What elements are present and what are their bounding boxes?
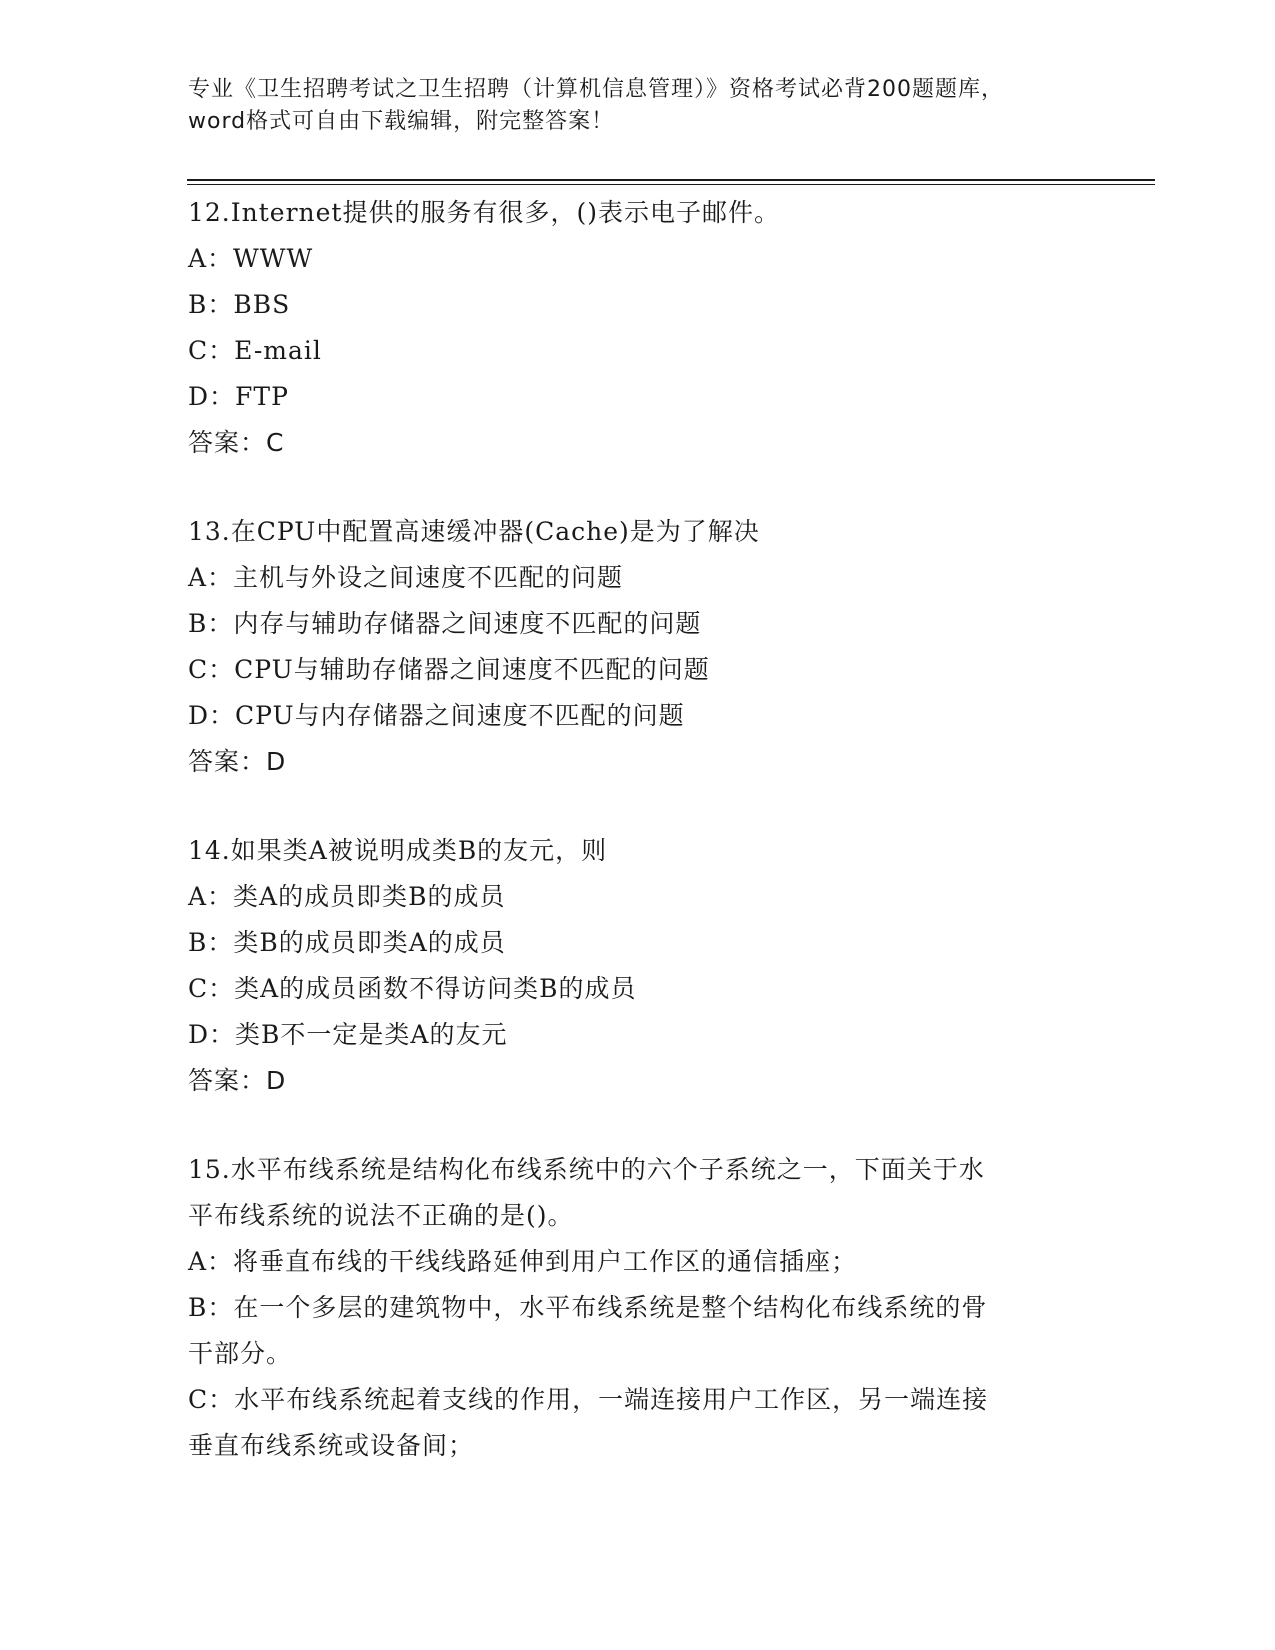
header-divider-thick [187,179,1155,181]
option-b: B：类B的成员即类A的成员 [188,928,506,957]
option-a: A：将垂直布线的干线线路延伸到用户工作区的通信插座； [188,1247,858,1276]
question-stem: 12.Internet提供的服务有很多，()表示电子邮件。 [188,198,780,227]
option-c-line-2: 垂直布线系统或设备间； [188,1431,475,1460]
option-a: A：主机与外设之间速度不匹配的问题 [188,563,624,592]
option-a: A：WWW [188,244,314,273]
option-d: D：类B不一定是类A的友元 [188,1020,508,1049]
option-d: D：CPU与内存储器之间速度不匹配的问题 [188,701,685,730]
answer-label: 答案：C [188,428,285,457]
question-14 [188,828,1088,1104]
question-list [188,190,1088,1469]
option-b-line-1: B：在一个多层的建筑物中，水平布线系统是整个结构化布线系统的骨 [188,1293,988,1322]
option-b: B：内存与辅助存储器之间速度不匹配的问题 [188,609,702,638]
option-c: C：E-mail [188,336,322,365]
option-c: C：CPU与辅助存储器之间速度不匹配的问题 [188,655,710,684]
header-line-1: 专业《卫生招聘考试之卫生招聘（计算机信息管理）》资格考试必背200题题库， [188,77,1004,102]
question-stem: 14.如果类A被说明成类B的友元，则 [188,836,608,865]
answer-label: 答案：D [188,1066,287,1095]
option-d: D：FTP [188,382,289,411]
option-c: C：类A的成员函数不得访问类B的成员 [188,974,637,1003]
document-header [188,74,1088,138]
header-divider-thin [187,184,1155,185]
answer-label: 答案：D [188,747,287,776]
question-stem: 13.在CPU中配置高速缓冲器(Cache)是为了解决 [188,517,760,546]
option-a: A：类A的成员即类B的成员 [188,882,506,911]
option-b-line-2: 干部分。 [188,1339,293,1368]
question-stem-line-1: 15.水平布线系统是结构化布线系统中的六个子系统之一，下面关于水 [188,1155,985,1184]
question-12 [188,190,1088,466]
question-15 [188,1147,1088,1469]
option-c-line-1: C：水平布线系统起着支线的作用，一端连接用户工作区，另一端连接 [188,1385,989,1414]
header-line-2: word格式可自由下载编辑，附完整答案！ [188,109,615,134]
option-b: B：BBS [188,290,291,319]
question-stem-line-2: 平布线系统的说法不正确的是()。 [188,1201,574,1230]
question-13 [188,509,1088,785]
